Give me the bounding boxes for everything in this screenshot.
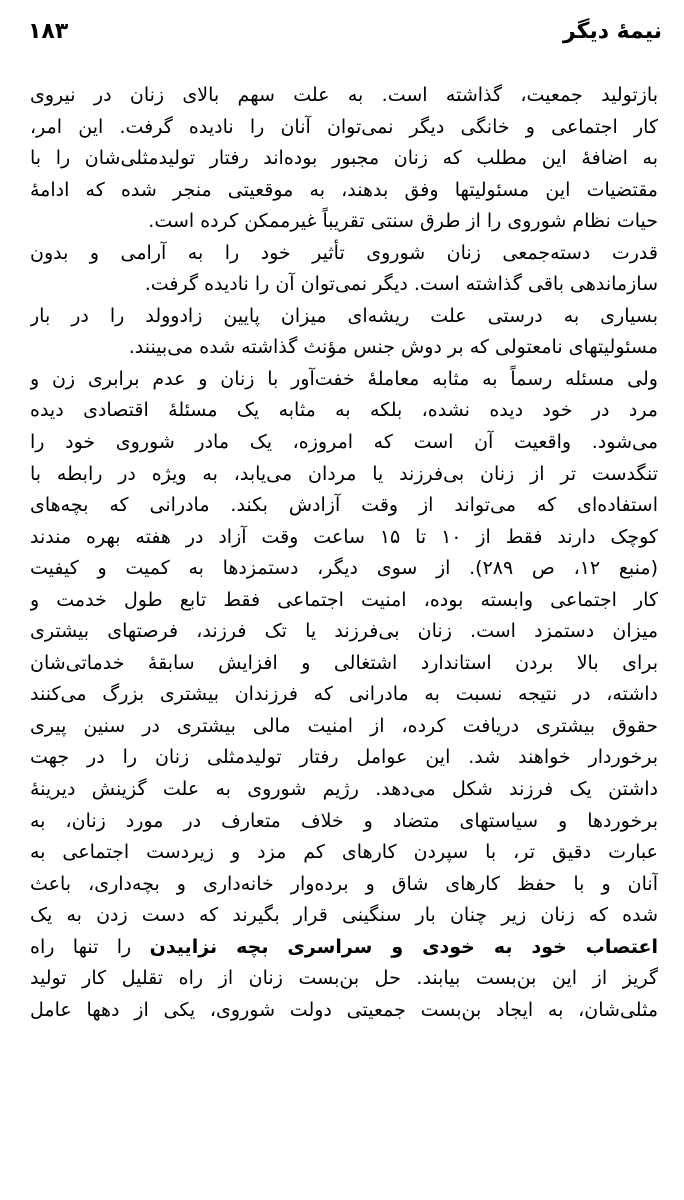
- text-line: داشتن یک فرزند شکل می‌دهد. رژیم شوروی به علت گزینش دیرینهٔ: [30, 778, 658, 801]
- running-title: نیمهٔ دیگر: [562, 18, 662, 44]
- text-line: کوچک دارند فقط از ۱۰ تا ۱۵ ساعت وقت آزاد در هفته بهره مندند: [30, 525, 658, 548]
- text-line: به اضافهٔ این مطلب که زنان مجبور بوده‌اند رفتار تولیدمثلی‌شان را با: [30, 147, 658, 170]
- text-line: گریز از این بن‌بست بیابند. حل بن‌بست زنان از راه تقلیل کار تولید: [30, 967, 658, 990]
- text-line: برخوردها و سیاستهای متضاد و خلاف متعارف در مورد زنان، به: [30, 809, 658, 832]
- text-line: مرد در خود دیده نشده، بلکه به مثابه یک مسئلهٔ اقتصادی دیده: [30, 399, 658, 422]
- text-line: استفاده‌ای که می‌تواند از وقت آزادش بکند. مادرانی که بچه‌های: [30, 494, 658, 517]
- text-line: شده که زنان زیر چنان بار سنگینی قرار بگیرند که دست زدن به یک: [30, 904, 658, 927]
- text-line: تنگدست تر از زنان بی‌فرزند یا مردان می‌یابد، به ویژه در رابطه با: [30, 462, 658, 485]
- text-line: (منبع ۱۲، ص ۲۸۹). از سوی دیگر، دستمزدها به کمیت و کیفیت: [30, 557, 658, 580]
- body-text: [30, 80, 658, 1026]
- page-number: ۱۸۳: [28, 18, 69, 44]
- emphasized-phrase: اعتصاب خود به خودی و سراسری بچه نزاییدن: [149, 935, 658, 958]
- text-line: مسئولیتهای نامعتولی که بر دوش جنس مؤنث گذاشته شده می‌بینند.: [128, 336, 658, 359]
- text-line: [30, 932, 658, 964]
- text-line: برای بالا بردن استاندارد اشتغالی و افزایش سابقهٔ خدماتی‌شان: [30, 651, 658, 674]
- text-line: داشته، در نتیجه نسبت به مادرانی که فرزندان بیشتری بزرگ می‌کنند: [30, 683, 658, 706]
- text-line: کار اجتماعی وابسته بوده، امنیت اجتماعی فقط تابع طول خدمت و: [30, 588, 658, 611]
- text-line: مثلی‌شان، به ایجاد بن‌بست جمعیتی دولت شوروی، یکی از دهها عامل: [30, 998, 658, 1021]
- text-line: حقوق بیشتری دریافت کرده، از امنیت مالی بیشتری در سنین پیری: [30, 714, 658, 737]
- text-line: ولی مسئله رسماً به مثابه معاملهٔ خفت‌آور با زنان و عدم برابری زن و: [30, 367, 658, 390]
- text-line: قدرت دسته‌جمعی زنان شوروی تأثیر خود را به آرامی و بدون: [30, 241, 658, 264]
- text-line: بازتولید جمعیت، گذاشته است. به علت سهم بالای زنان در نیروی: [30, 84, 658, 106]
- text-line: مقتضیات این مسئولیتها وفق بدهند، به موقعیتی منجر شده که ادامهٔ: [30, 178, 658, 201]
- text-line: آنان و با حفظ کارهای شاق و برده‌وار خانه‌داری و بچه‌داری، باعث: [30, 872, 658, 895]
- text-line: بسیاری به درستی علت ریشه‌ای میزان پایین زادوولد را در بار: [30, 304, 658, 327]
- text-line: حیات نظام شوروی را از طرق سنتی تقریباً غیرممکن کرده است.: [148, 210, 658, 233]
- text-line: عبارت دقیق تر، با سپردن کارهای کم مزد و زیردست اجتماعی به: [30, 841, 658, 864]
- text-line-rest: را تنها راه: [30, 935, 150, 958]
- text-line: سازماندهی باقی گذاشته است. دیگر نمی‌توان آن را نادیده گرفت.: [144, 273, 658, 296]
- text-line: می‌شود. واقعیت آن است که امروزه، یک مادر شوروی خود را: [30, 431, 658, 454]
- text-line: کار اجتماعی و خانگی دیگر نمی‌توان آنان را نادیده گرفت. این امر،: [30, 115, 658, 138]
- text-line: برخوردار خواهند شد. این عوامل رفتار تولیدمثلی زنان را در جهت: [30, 746, 658, 769]
- text-line: میزان دستمزد است. زنان بی‌فرزند یا تک فرزند، فرصتهای بیشتری: [30, 620, 658, 643]
- page-header: [28, 14, 662, 48]
